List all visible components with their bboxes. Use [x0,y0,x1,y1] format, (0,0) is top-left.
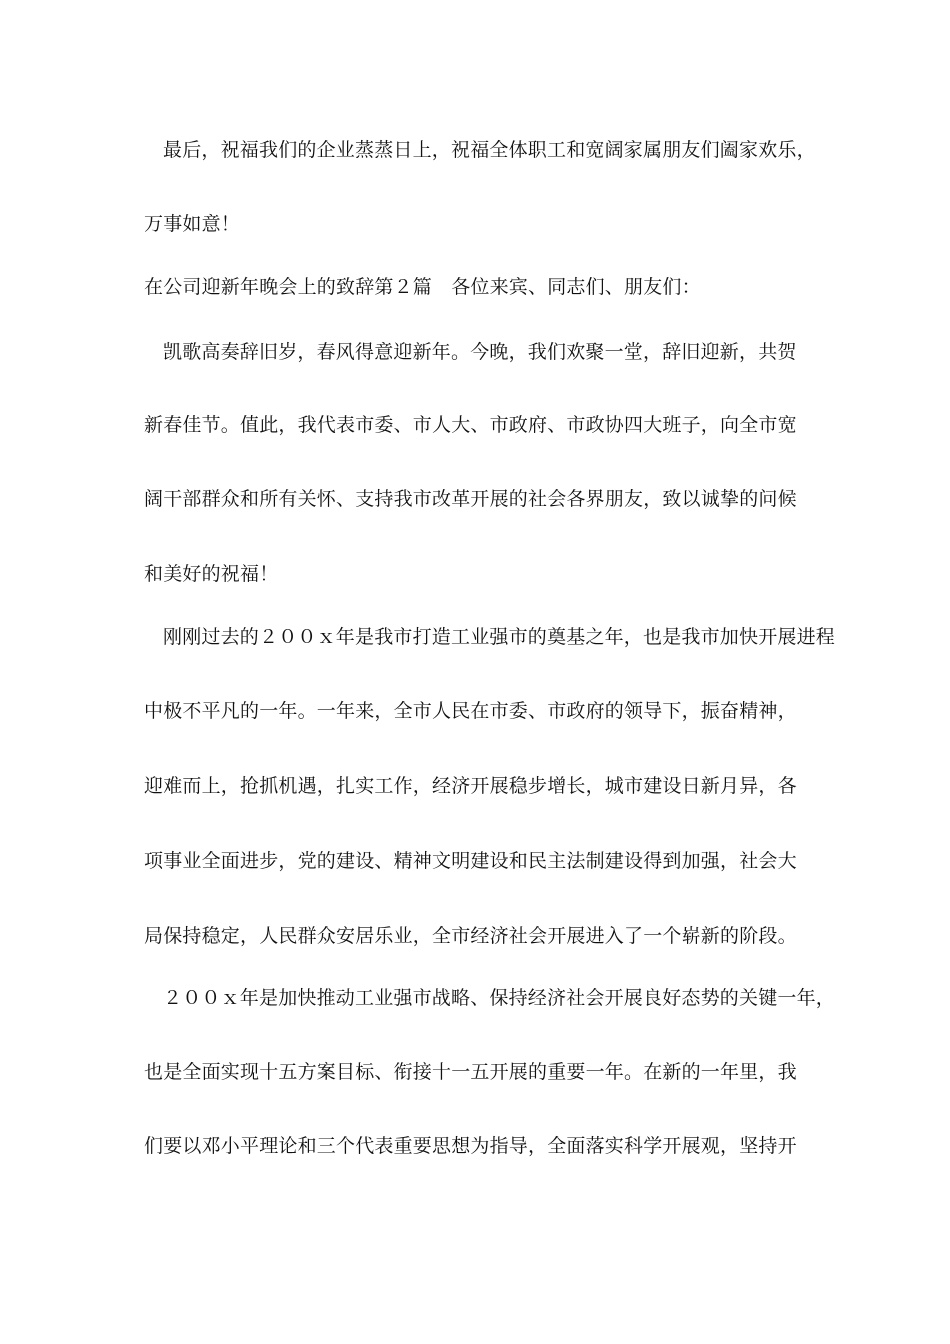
text-line-11: 项事业全面进步，党的建设、精神文明建设和民主法制建设得到加强，社会大 [144,850,797,872]
text-line-7: 和美好的祝福！ [144,563,279,585]
text-line-8: 刚刚过去的２００ｘ年是我市打造工业强市的奠基之年，也是我市加快开展进程 [163,626,836,648]
text-line-9: 中极不平凡的一年。一年来，全市人民在市委、市政府的领导下，振奋精神， [144,700,797,722]
text-line-12: 局保持稳定，人民群众安居乐业，全市经济社会开展进入了一个崭新的阶段。 [144,925,797,947]
text-line-6: 阔干部群众和所有关怀、支持我市改革开展的社会各界朋友，致以诚挚的问候 [144,488,797,510]
text-line-15: 们要以邓小平理论和三个代表重要思想为指导，全面落实科学开展观，坚持开 [144,1135,797,1157]
text-line-2: 万事如意！ [144,213,241,235]
text-line-13: ２００ｘ年是加快推动工业强市战略、保持经济社会开展良好态势的关键一年， [163,987,836,1009]
text-line-5: 新春佳节。值此，我代表市委、市人大、市政府、市政协四大班子，向全市宽 [144,414,797,436]
section-heading: 在公司迎新年晚会上的致辞第２篇 各位来宾、同志们、朋友们： [144,276,701,298]
text-line-10: 迎难而上，抢抓机遇，扎实工作，经济开展稳步增长，城市建设日新月异，各 [144,775,797,797]
text-line-4: 凯歌高奏辞旧岁，春风得意迎新年。今晚，我们欢聚一堂，辞旧迎新，共贺 [163,341,797,363]
text-line-1: 最后，祝福我们的企业蒸蒸日上，祝福全体职工和宽阔家属朋友们阖家欢乐， [163,139,816,161]
text-line-14: 也是全面实现十五方案目标、衔接十一五开展的重要一年。在新的一年里，我 [144,1061,797,1083]
